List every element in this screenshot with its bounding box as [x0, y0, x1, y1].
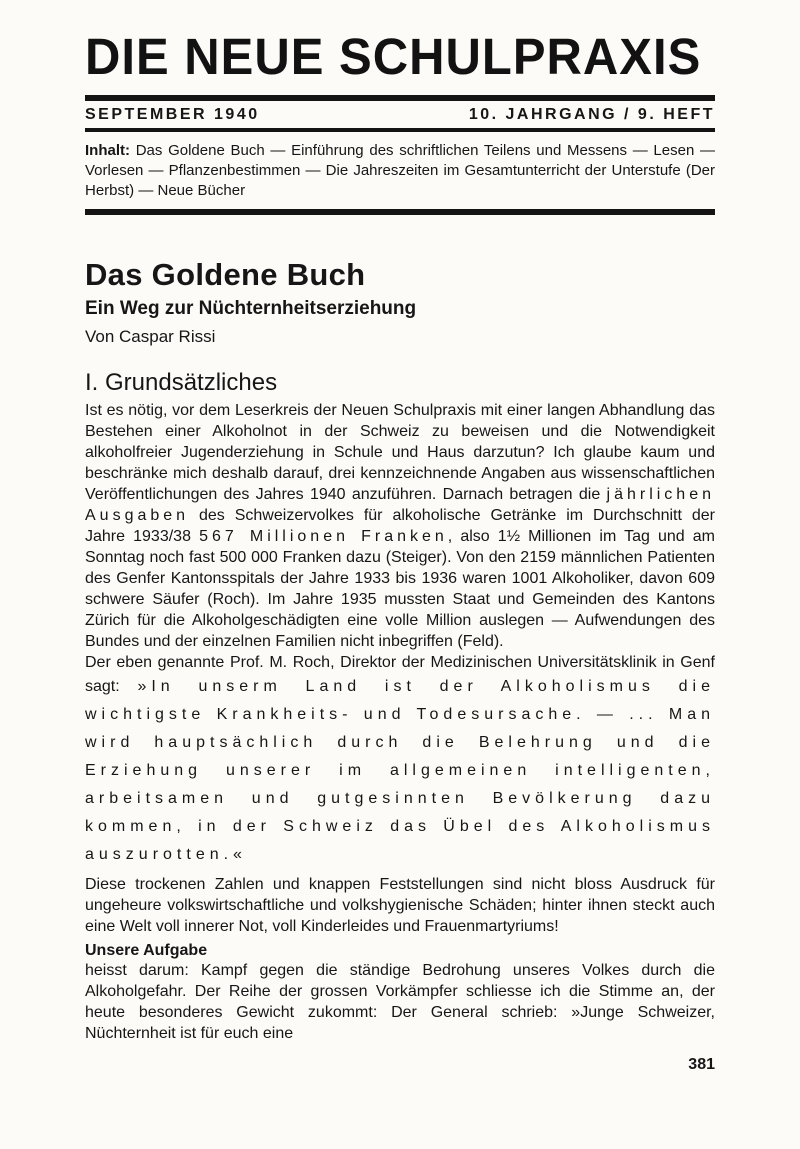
section-heading: I. Grundsätzliches [85, 369, 278, 396]
paragraph-summary: Diese trockenen Zahlen und knappen Feststellungen sind nicht bloss Ausdruck für ungeheure volkswirtschaftliche und volkshygienische Schäden; hinter ihnen steckt auch eine Welt voll innerer Not, voll Kinderleides und Frauenmartyriums! [85, 876, 715, 935]
article-title: Das Goldene Buch [85, 257, 366, 292]
roch-lead-in: Der eben genannte Prof. M. Roch, Direktor der Medizinischen Universitätsklinik in Genf sagt: [85, 654, 715, 695]
intro-text-1: Ist es nötig, vor dem Leserkreis der Neuen Schulpraxis mit einer langen Abhandlung das Bestehen einer Alkoholnot in der Schweiz zu beweisen und die Notwendigkeit alkoholfreier Jugenderziehung in Schule und Haus darzutun? Ich glaube kaum und beschränke mich deshalb darauf, drei kennzeichnende Angaben aus wissenschaftlichen Veröffentlichungen des Jahres 1940 anzuführen. Darnach betragen die [85, 402, 715, 503]
article [85, 257, 715, 1044]
toc-text: Das Goldene Buch — Einführung des schriftlichen Teilens und Messens — Lesen — Vorlesen — Pflanzenbestimmen — Die Jahreszeiten im Gesamtunterricht der Unterstufe (Der Herbst) — Neue Bücher [85, 142, 715, 199]
intro-emphasis-2: 567 Millionen Franken [199, 528, 448, 545]
issue-volume: 10. JAHRGANG / 9. HEFT [468, 106, 715, 123]
paragraph-intro [85, 400, 715, 652]
issue-date: SEPTEMBER 1940 [85, 106, 260, 123]
issue-row [85, 101, 715, 128]
masthead [85, 28, 715, 215]
table-of-contents [85, 132, 715, 209]
paragraph-roch-quote [85, 652, 715, 869]
masthead-divider-bottom [85, 209, 715, 215]
subheading-unsere-aufgabe: Unsere Aufgabe [85, 942, 208, 959]
intro-text-2: des Schweizervolkes für alkoholische Getränke im Durchschnitt der Jahre 1933/38 [85, 507, 715, 545]
page-number: 381 [688, 1056, 715, 1073]
magazine-title: DIE NEUE SCHULPRAXIS [85, 29, 702, 86]
article-byline: Von Caspar Rissi [85, 327, 216, 346]
toc-label: Inhalt: [85, 142, 130, 159]
article-subtitle: Ein Weg zur Nüchternheitserziehung [85, 298, 417, 319]
roch-quote-emphasis: »In unserm Land ist der Alkoholismus die wichtigste Krankheits- und Todesursache. — ... Man wird hauptsächlich durch die Belehrung und die Erziehung unserer im allgemeinen intelligenten, arbeitsamen und gutgesinnten Bevölkerung dazu kommen, in der Schweiz das Übel des Alkoholismus auszurotten.« [85, 678, 715, 863]
intro-text-3: , also 1½ Millionen im Tag und am Sonntag noch fast 500 000 Franken dazu (Steiger). Von den 2159 männlichen Patienten des Genfer Kantonsspitals der Jahre 1933 bis 1936 waren 1001 Alkoholiker, davon 609 schwere Säufer (Roch). Im Jahre 1935 mussten Staat und Gemeinden des Kantons Zürich für die Alkoholgeschädigten eine volle Million auslegen — Aufwendungen des Bundes und der einzelnen Familien nicht inbegriffen (Feld). [85, 528, 715, 650]
intro-emphasis-1: jährlichen Ausgaben [85, 486, 715, 524]
paragraph-task: heisst darum: Kampf gegen die ständige Bedrohung unseres Volkes durch die Alkoholgefahr. Der Reihe der grossen Vorkämpfer schliesse ich die Stimme an, der heute besonderes Gewicht zukommt: Der General schrieb: »Junge Schweizer, Nüchternheit ist für euch eine [85, 962, 715, 1042]
